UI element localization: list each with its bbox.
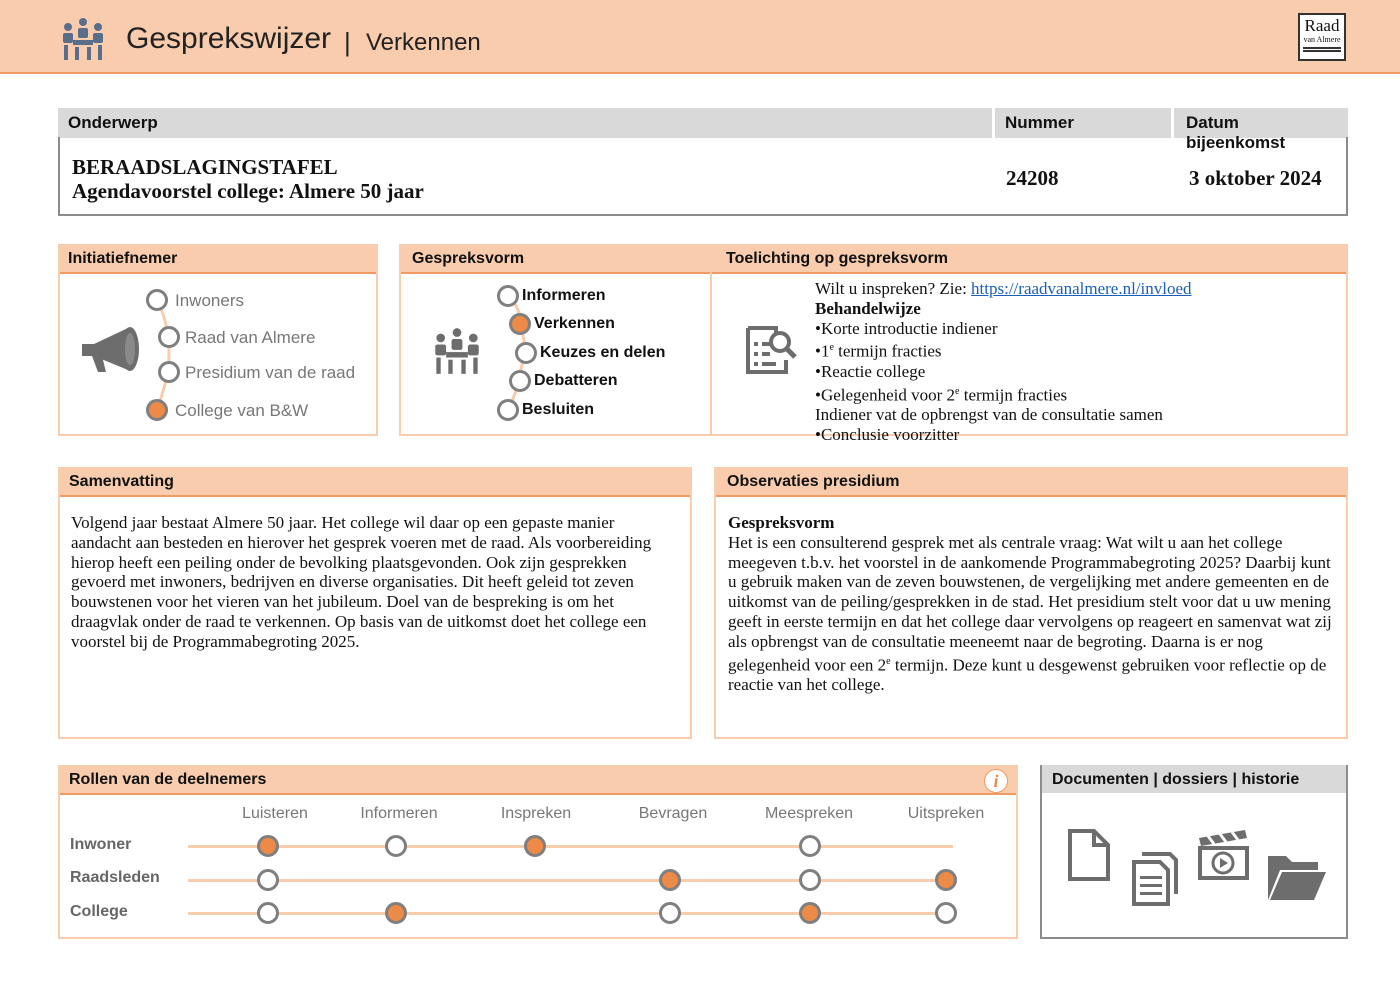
raad-logo[interactable]: [1298, 13, 1346, 61]
step-4: •Gelegenheid voor 2e termijn fracties: [815, 385, 1068, 405]
track-raadsleden: [188, 879, 953, 882]
initiatiefnemer-title: Initiatiefnemer: [60, 244, 376, 274]
gv-debatteren[interactable]: Debatteren: [534, 372, 618, 389]
samenvatting-text: Volgend jaar bestaat Almere 50 jaar. Het college wil daar op een gepaste manier aandacht aan besteden en hierover het gesprek voeren met de raad. Als voorbereiding hierop heeft een peiling onder de bevolking plaatsgevonden. Ook zijn gesprekken gevoerd met inwoners, bedrijven en diverse organisaties. Dit heeft geleid tot zeven bouwstenen voor het vieren van het jubileum. Doel van de bespreking is om het draagvlak onder de raad te verkennen. Op basis van de uitkomst doet het college een voorstel bij de Programmabegroting 2025.: [71, 513, 652, 651]
radio-informeren[interactable]: [497, 285, 519, 307]
role-dot-inwoner-luisteren[interactable]: [257, 835, 279, 857]
radio-inwoners[interactable]: [146, 289, 168, 311]
gespreksvorm-title: Gespreksvorm: [412, 250, 525, 267]
document-search-icon: [742, 322, 798, 378]
number-header: Nummer: [995, 108, 1171, 138]
step-6: •Conclusie voorzitter: [815, 424, 960, 444]
observaties-text: [728, 513, 1332, 695]
col-informeren: Informeren: [360, 805, 438, 822]
subject-line1: BERAADSLAGINGSTAFEL: [72, 155, 338, 179]
radio-raad-van-almere[interactable]: [158, 326, 180, 348]
logo-wave-icon: [1303, 47, 1341, 52]
role-dot-raadsleden-luisteren[interactable]: [257, 869, 279, 891]
track-inwoner: [188, 845, 953, 848]
track-college: [188, 912, 953, 915]
role-dot-college-meespreken[interactable]: [799, 902, 821, 924]
subject-text: [72, 155, 424, 203]
col-uitspreken: Uitspreken: [907, 805, 985, 822]
gv-informeren[interactable]: Informeren: [522, 287, 606, 304]
documenten-title: Documenten | dossiers | historie: [1042, 765, 1346, 793]
gv-besluiten[interactable]: Besluiten: [522, 401, 595, 418]
rollen-title: Rollen van de deelnemers: [60, 765, 1016, 795]
role-dot-raadsleden-meespreken[interactable]: [799, 869, 821, 891]
toelichting-text: [815, 279, 1340, 445]
gv-verkennen[interactable]: Verkennen: [534, 315, 615, 332]
logo-line2: van Almere: [1303, 35, 1341, 44]
observaties-heading: Gespreksvorm: [728, 513, 835, 532]
radio-verkennen[interactable]: [509, 313, 531, 335]
gv-keuzes[interactable]: Keuzes en delen: [540, 344, 666, 361]
row-inwoner: Inwoner: [70, 836, 132, 853]
meeting-icon: [60, 16, 106, 62]
step-5: Indiener vat de opbrengst van de consultatie samen: [815, 405, 1163, 425]
row-college: College: [70, 903, 128, 920]
app-title: Gesprekswijzer: [126, 22, 332, 55]
label-raad-van-almere: Raad van Almere: [185, 328, 316, 347]
label-inwoners: Inwoners: [175, 291, 244, 310]
radio-college[interactable]: [146, 399, 168, 421]
col-bevragen: Bevragen: [638, 805, 708, 822]
invloed-link[interactable]: https://raadvanalmere.nl/invloed: [971, 279, 1192, 298]
meeting-icon-small: [432, 326, 482, 376]
subject-header: Onderwerp: [58, 108, 992, 138]
folder-icon[interactable]: [1266, 852, 1328, 902]
role-dot-inwoner-inspreken[interactable]: [524, 835, 546, 857]
role-dot-college-informeren[interactable]: [385, 902, 407, 924]
role-dot-college-uitspreken[interactable]: [935, 902, 957, 924]
observaties-body: Het is een consulterend gesprek met als centrale vraag: Wat wilt u aan het college meegeven t.b.v. het voorstel in de aankomende Programmabegroting 2025? Daarbij kunt u gebruik maken van de zeven bouwstenen, de vergelijking met andere gemeenten en de uitkomst van de peiling/gesprekken in de stad. Het presidium stelt voor dat u uw mening geeft in eerste termijn en dat het college daar vervolgens op reageert en samenvat wat zij als opbrengst van de consultatie meeneemt naar de begroting. Daarna is er nog gelegenheid voor een 2e termijn. Deze kunt u desgewenst gebruiken voor reflectie op de reactie van het college.: [728, 532, 1332, 695]
radio-besluiten[interactable]: [497, 399, 519, 421]
gespreksvorm-header: [401, 244, 1346, 274]
step-1: •Korte introductie indiener: [815, 318, 998, 338]
meeting-number: 24208: [1006, 166, 1059, 190]
role-dot-raadsleden-bevragen[interactable]: [659, 869, 681, 891]
role-dot-inwoner-meespreken[interactable]: [799, 835, 821, 857]
radio-debatteren[interactable]: [509, 370, 531, 392]
title-separator: |: [344, 27, 351, 57]
col-luisteren: Luisteren: [242, 805, 308, 822]
col-meespreken: Meespreken: [764, 805, 854, 822]
step-2: •1e termijn fracties: [815, 342, 942, 362]
meeting-date: 3 oktober 2024: [1189, 166, 1322, 190]
inspreken-prefix: Wilt u inspreken? Zie:: [815, 279, 972, 298]
document-icon[interactable]: [1066, 828, 1112, 882]
samenvatting-title: Samenvatting: [60, 467, 690, 497]
video-clapper-icon[interactable]: [1196, 826, 1250, 880]
role-dot-college-luisteren[interactable]: [257, 902, 279, 924]
panel-divider: [710, 244, 712, 436]
behandelwijze-heading: Behandelwijze: [815, 298, 921, 318]
radio-presidium[interactable]: [158, 361, 180, 383]
megaphone-icon: [80, 326, 142, 376]
subject-line2: Agendavoorstel college: Almere 50 jaar: [72, 179, 424, 203]
role-dot-college-bevragen[interactable]: [659, 902, 681, 924]
observaties-title: Observaties presidium: [716, 467, 1346, 497]
info-icon[interactable]: i: [984, 769, 1008, 793]
date-header: Datum bijeenkomst: [1174, 108, 1348, 138]
toelichting-title: Toelichting op gespreksvorm: [726, 250, 948, 267]
role-dot-raadsleden-uitspreken[interactable]: [935, 869, 957, 891]
radio-keuzes[interactable]: [515, 342, 537, 364]
row-raadsleden: Raadsleden: [70, 869, 160, 886]
role-dot-inwoner-informeren[interactable]: [385, 835, 407, 857]
step-3: •Reactie college: [815, 361, 926, 381]
mode-title: Verkennen: [366, 29, 481, 56]
label-presidium: Presidium van de raad: [185, 363, 356, 382]
logo-line1: Raad: [1304, 16, 1340, 35]
documents-stack-icon[interactable]: [1130, 852, 1180, 906]
col-inspreken: Inspreken: [500, 805, 572, 822]
label-college: College van B&W: [175, 401, 309, 420]
